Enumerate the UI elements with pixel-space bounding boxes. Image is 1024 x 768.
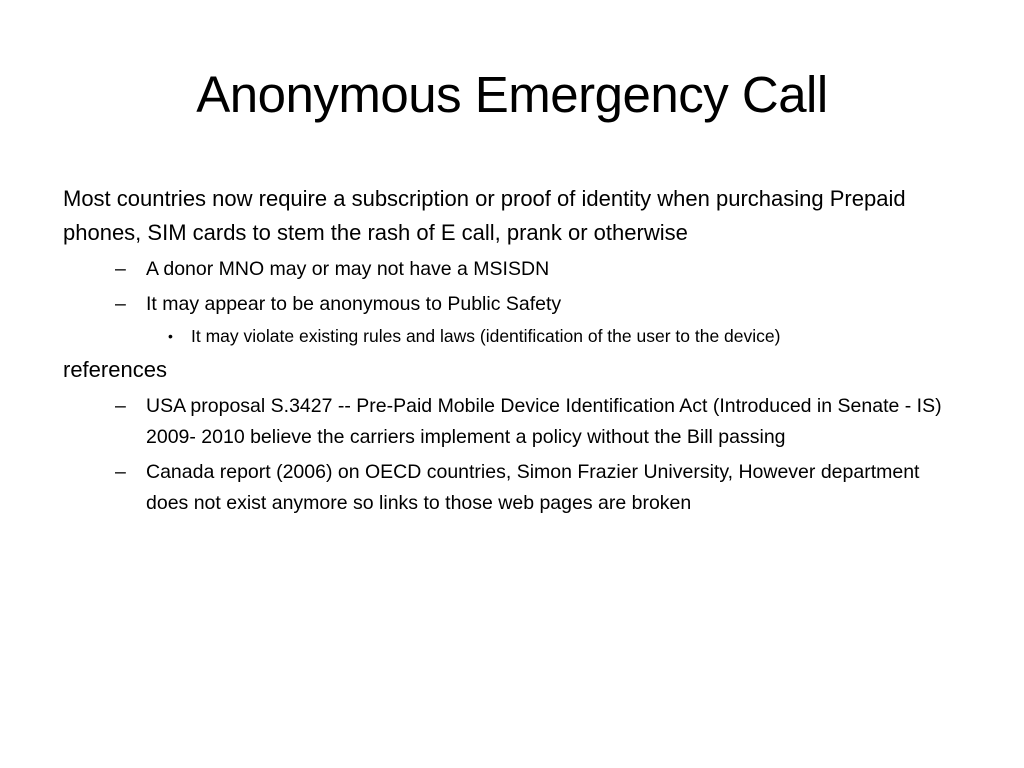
bullet-level2 [115, 391, 963, 453]
bullet-text: It may appear to be anonymous to Public Safety [146, 293, 562, 315]
bullet-text: It may violate existing rules and laws (identification of the user to the device) [191, 326, 781, 346]
dash-marker-icon: – [115, 461, 126, 483]
bullet-text: Canada report (2006) on OECD countries, Simon Frazier University, However department does not exist anymore so links to those web pages are broken [146, 461, 920, 514]
slide-title: Anonymous Emergency Call [196, 66, 828, 123]
dash-marker-icon: – [115, 395, 126, 417]
bullet-level2 [115, 457, 963, 519]
bullet-level3 [168, 321, 963, 351]
dash-marker-icon: – [115, 293, 126, 315]
bullet-text: USA proposal S.3427 -- Pre-Paid Mobile Device Identification Act (Introduced in Senate - IS) 2009- 2010 believe the carriers implement a policy without the Bill passing [146, 395, 942, 448]
bullet-level2 [115, 254, 963, 285]
dash-marker-icon: – [115, 258, 126, 280]
bullet-level1: references [63, 357, 167, 382]
bullet-level1: Most countries now require a subscription or proof of identity when purchasing Prepaid phones, SIM cards to stem the rash of E call, prank or otherwise [63, 186, 906, 245]
bullet-text: A donor MNO may or may not have a MSISDN [146, 258, 550, 280]
slide-body [63, 182, 963, 519]
bullet-dot-icon: • [168, 328, 173, 344]
bullet-level2 [115, 289, 963, 320]
